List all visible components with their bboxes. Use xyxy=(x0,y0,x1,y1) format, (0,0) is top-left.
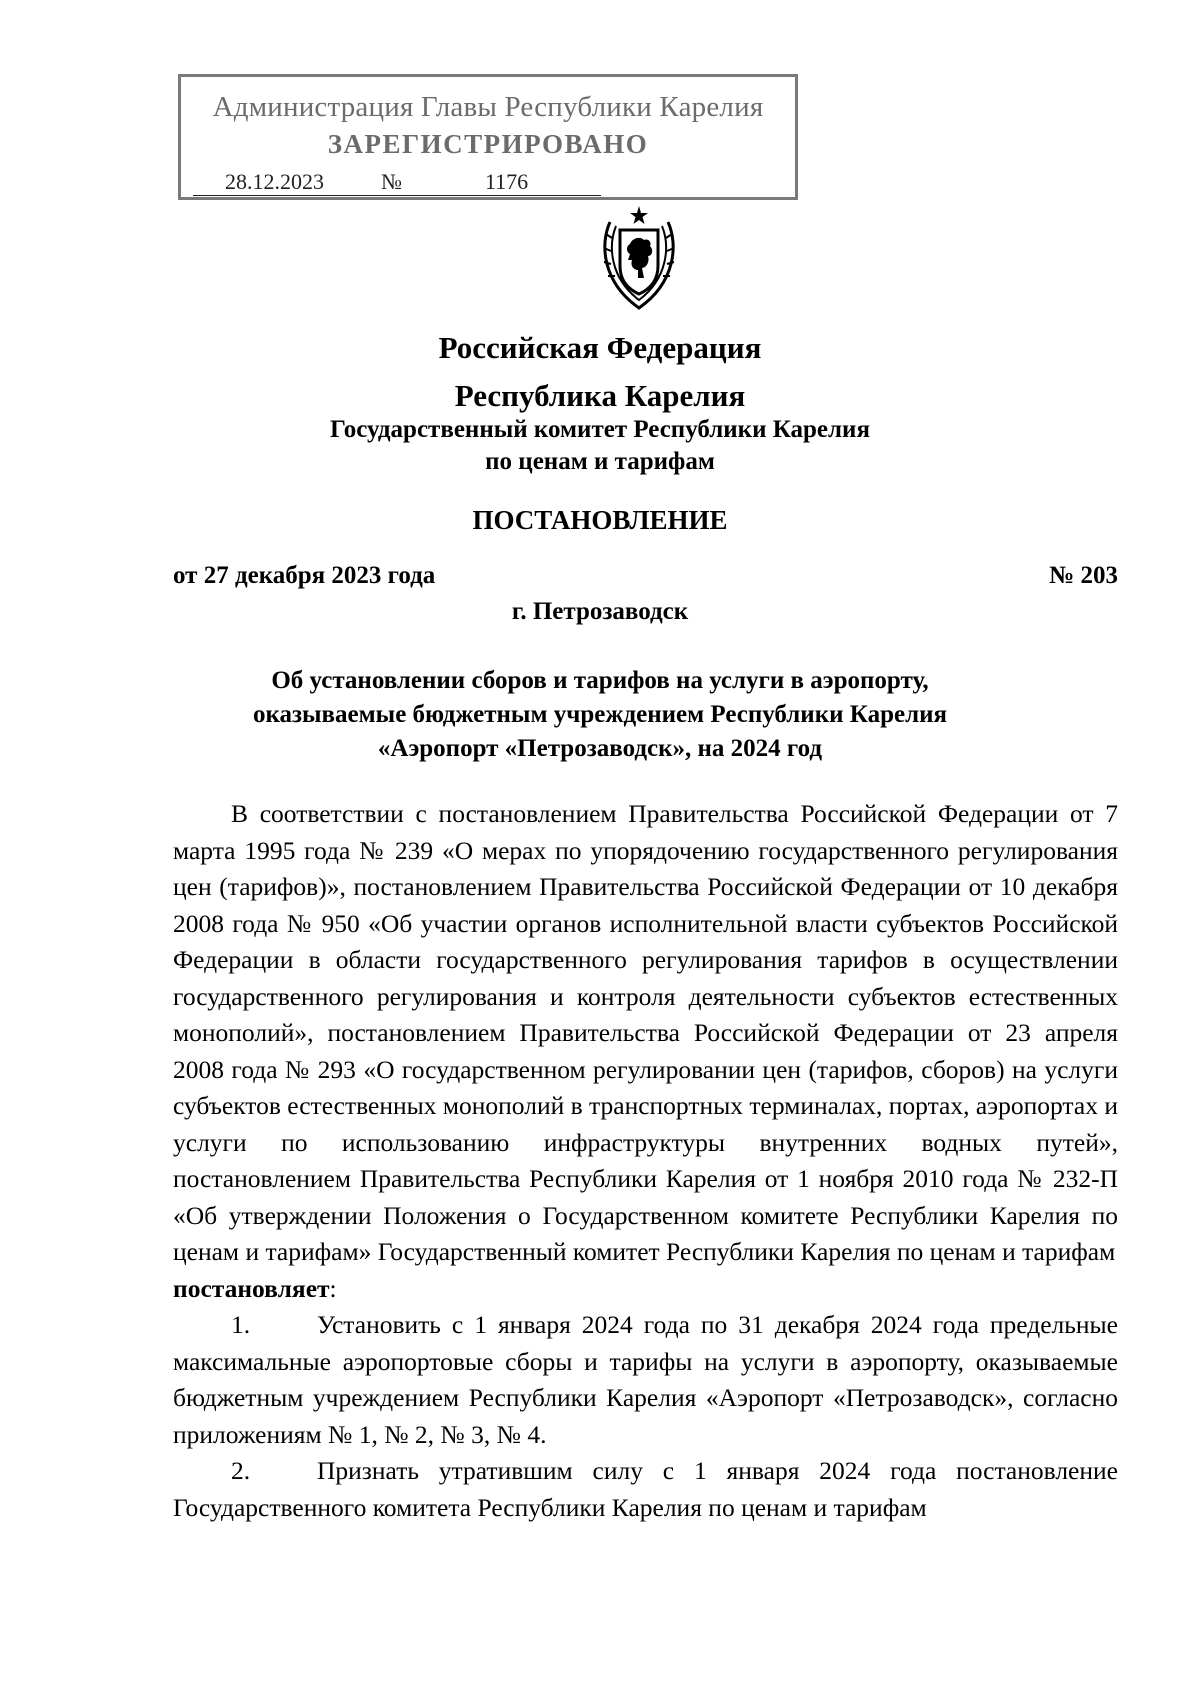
stamp-underline xyxy=(193,195,601,196)
stamp-number: 1176 xyxy=(485,169,529,194)
header-committee-line1: Государственный комитет Республики Карелия xyxy=(330,416,870,443)
title-line: Об установлении сборов и тарифов на услуги в аэропорту, xyxy=(271,667,929,694)
stamp-registered: ЗАРЕГИСТРИРОВАНО xyxy=(327,129,649,159)
item-number: 2. xyxy=(231,1456,251,1485)
document-date: от 27 декабря 2023 года xyxy=(173,562,436,589)
registration-stamp xyxy=(178,74,798,200)
header-republic: Республика Карелия xyxy=(454,378,746,413)
stamp-number-label: № xyxy=(381,169,402,194)
resolves-line xyxy=(173,1271,1118,1308)
preamble-paragraph xyxy=(173,796,1118,1271)
item-text: Установить с 1 января 2024 года по 31 декабря 2024 года предельные максимальные аэропортовые сборы и тарифы на услуги в аэропорту, оказываемые бюджетным учреждением Республики Карелия «Аэропорт «Петрозаводск», согласно приложениям № 1, № 2, № 3, № 4. xyxy=(173,1310,1118,1449)
document-number: № 203 xyxy=(1049,562,1118,589)
title-line: «Аэропорт «Петрозаводск», на 2024 год xyxy=(377,735,823,762)
karelia-coat-of-arms-icon xyxy=(596,204,682,312)
stamp-date: 28.12.2023 xyxy=(225,169,324,194)
resolution-item xyxy=(173,1307,1118,1453)
header-federation: Российская Федерация xyxy=(438,330,762,365)
document-city: г. Петрозаводск xyxy=(511,598,689,625)
title-line: оказываемые бюджетным учреждением Республики Карелия xyxy=(252,701,948,728)
resolution-item xyxy=(173,1453,1118,1526)
document-title xyxy=(200,664,1000,766)
preamble-text: В соответствии с постановлением Правительства Российской Федерации от 7 марта 1995 года № 239 «О мерах по упорядочению государственного регулирования цен (тарифов)», постановлением Правительства Российской Федерации от 10 декабря 2008 года № 950 «Об участии органов исполнительной власти субъектов Российской Федерации в области государственного регулирования тарифов в осуществлении государственного регулирования и контроля деятельности субъектов естественных монополий», постановлением Правительства Российской Федерации от 23 апреля 2008 года № 293 «О государственном регулировании цен (тарифов, сборов) на услуги субъектов естественных монополий в транспортных терминалах, портах, аэропортах и услуги по использованию инфраструктуры внутренних водных путей», постановлением Правительства Республики Карелия от 1 ноября 2010 года № 232-П «Об утверждении Положения о Государственном комитете Республики Карелия по ценам и тарифам» Государственный комитет Республики Карелия по ценам и тарифам xyxy=(173,799,1118,1266)
item-text: Признать утратившим силу с 1 января 2024 года постановление Государственного комитета Республики Карелия по ценам и тарифам xyxy=(173,1456,1118,1522)
resolves-colon: : xyxy=(329,1273,337,1303)
document-body xyxy=(173,796,1118,1526)
stamp-authority: Администрация Главы Республики Карелия xyxy=(212,91,764,123)
document-type: ПОСТАНОВЛЕНИЕ xyxy=(472,505,728,535)
header-committee-line2: по ценам и тарифам xyxy=(485,448,715,475)
item-number: 1. xyxy=(231,1310,251,1339)
resolves-word: постановляет xyxy=(173,1273,330,1303)
